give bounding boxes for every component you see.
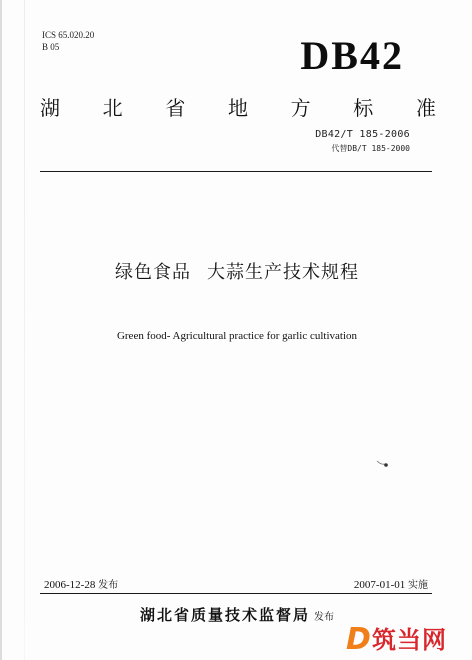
standard-number-block <box>315 129 410 154</box>
top-divider <box>40 171 432 172</box>
standard-type-char: 北 <box>102 96 123 120</box>
standard-type-char: 省 <box>165 96 186 120</box>
watermark-logo-text: 筑当网 <box>372 626 447 654</box>
watermark-logo-d-glyph: D <box>346 622 371 656</box>
standard-type-heading <box>40 92 436 121</box>
standard-number: DB42/T 185-2006 <box>315 129 410 140</box>
ccs-code: B 05 <box>42 42 60 52</box>
english-title: Green food- Agricultural practice for garlic cultivation <box>116 330 358 342</box>
standard-type-char: 地 <box>227 96 248 120</box>
replaces-line <box>315 143 410 154</box>
publish-date-label: 发布 <box>98 580 119 591</box>
implement-date-value: 2007-01-01 <box>353 579 406 591</box>
issuer-org: 湖北省质量技术监督局 <box>139 606 310 624</box>
implement-date <box>354 576 428 591</box>
publish-date <box>44 576 118 591</box>
issuer-verb: 发布 <box>314 612 334 623</box>
publish-date-value: 2006-12-28 <box>44 579 96 591</box>
standard-type-char: 标 <box>353 96 374 120</box>
scan-speck-mark <box>376 459 390 469</box>
watermark-logo <box>346 620 466 656</box>
chinese-title-part1: 绿色食品 <box>115 262 191 283</box>
bottom-divider <box>40 593 432 594</box>
replaces-number: DB/T 185-2000 <box>347 144 410 153</box>
ics-code: ICS 65.020.20 <box>42 30 95 40</box>
standard-type-char: 准 <box>415 96 436 120</box>
implement-date-label: 实施 <box>408 580 428 591</box>
standard-type-char: 湖 <box>40 96 60 120</box>
standard-type-char: 方 <box>290 96 311 120</box>
chinese-title <box>2 258 472 284</box>
chinese-title-part2: 大蒜生产技术规程 <box>207 262 359 283</box>
replaces-prefix: 代替 <box>331 144 348 153</box>
classification-codes <box>42 29 94 53</box>
standard-code-logo: DB42 <box>300 33 404 78</box>
